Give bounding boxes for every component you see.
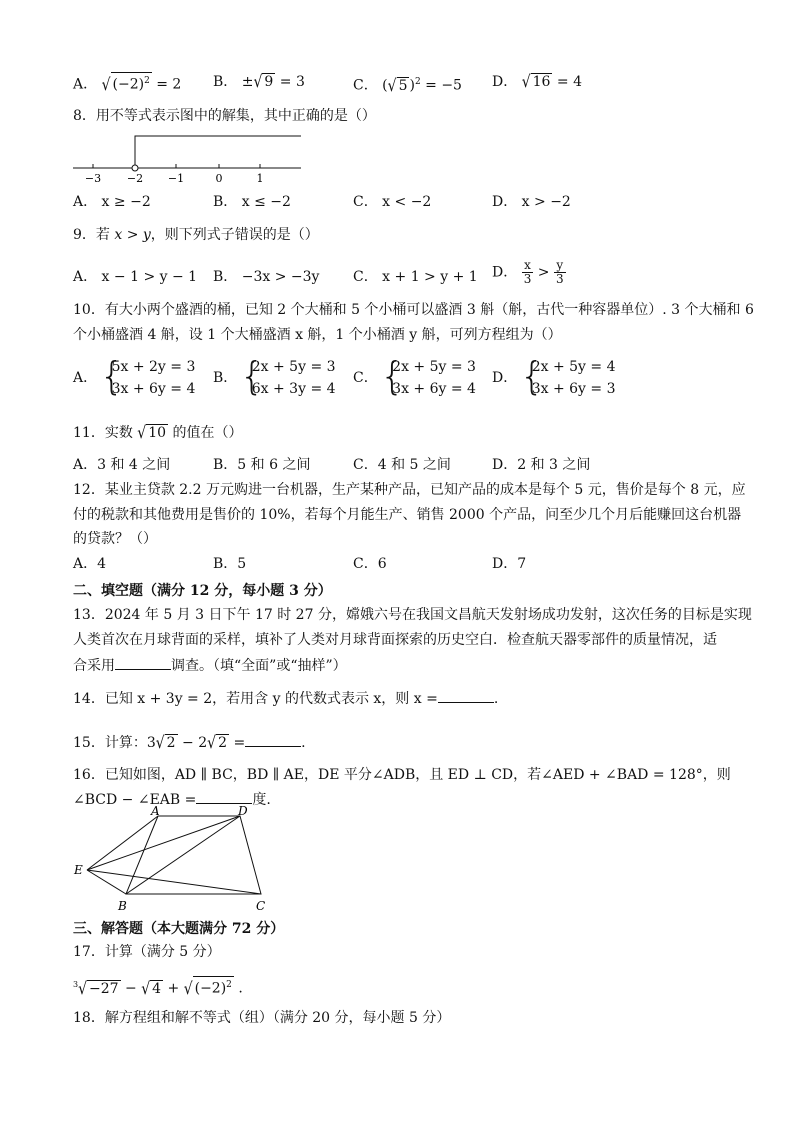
q11-option-c: C．4 和 5 之间 — [353, 457, 451, 473]
q12-option-a: A．4 — [73, 556, 107, 572]
q15-text: 15．计算：3√ 2 − 2√ 2 = . — [73, 733, 306, 753]
q10-option-a: A． { 5x + 2y = 3 3x + 6y = 4 — [73, 356, 195, 400]
q11-text: 11．实数 √ 10 的值在（） — [73, 423, 243, 443]
q10-line1: 10．有大小两个盛酒的桶，已知 2 个大桶和 5 个小桶可以盛酒 3 斛（斛，古代一种容器单位）. 3 个大桶和 6 — [73, 302, 754, 318]
q17-expression: $^3$√ −27 − √ 4 + √ $(-2)^2$ . — [73, 975, 243, 999]
tick-label: −3 — [84, 172, 102, 185]
q9-text: 9．若 x > y，则下列式子错误的是（） — [73, 227, 319, 243]
q16-line1: 16．已知如图，AD ∥ BC，BD ∥ AE，DE 平分∠ADB，且 ED ⊥ CD，若∠AED + ∠BAD = 128°，则 — [73, 767, 731, 783]
tick-label: 0 — [215, 172, 223, 185]
q8-option-b: B． x ≤ −2 — [213, 194, 291, 210]
label-a: A — [151, 806, 160, 818]
q8-option-d: D． x > −2 — [492, 194, 571, 210]
tick-label: −1 — [167, 172, 185, 185]
fraction-x-over-3: $\frac{x}{3}$ — [523, 258, 532, 286]
q13-line2: 人类首次在月球背面的采样，填补了人类对月球背面探索的历史空白．检查航天器零部件的质量情况，适 — [73, 632, 717, 648]
tick-label: 1 — [256, 172, 264, 185]
section-heading-fill-in: 二、填空题（满分 12 分，每小题 3 分） — [73, 583, 332, 599]
geometry-figure — [72, 806, 272, 914]
q9-option-d: D． $\frac{x}{3}$ > $\frac{y}{3}$ — [492, 258, 564, 286]
q12-option-d: D．7 — [492, 556, 527, 572]
q12-option-c: C．6 — [353, 556, 387, 572]
q10-option-d: D． { 2x + 5y = 4 3x + 6y = 3 — [492, 356, 615, 400]
q8-option-c: C． x < −2 — [353, 194, 432, 210]
answer-blank[interactable] — [115, 655, 171, 670]
q11-option-b: B．5 和 6 之间 — [213, 457, 311, 473]
q8-text: 8．用不等式表示图中的解集，其中正确的是（） — [73, 108, 376, 124]
q7-option-a: A． √ $(-2)^2 = 2$ — [73, 72, 181, 95]
q12-line2: 付的税款和其他费用是售价的 10%，若每个月能生产、销售 2000 个产品，问至少几个月后能赚回这台机器 — [73, 507, 742, 523]
label-c: C — [256, 899, 266, 913]
q12-option-b: B．5 — [213, 556, 247, 572]
q12-line3: 的贷款？（） — [73, 531, 157, 547]
q13-line3: 合采用 调查。（填“全面”或“抽样”） — [73, 655, 347, 676]
q11-option-d: D．2 和 3 之间 — [492, 457, 591, 473]
label-b: B — [118, 899, 127, 913]
q8-option-a: A． x ≥ −2 — [73, 194, 151, 210]
equation-system: { 2x + 5y = 3 3x + 6y = 4 — [382, 356, 476, 400]
q17-title: 17．计算（满分 5 分） — [73, 944, 221, 960]
q13-line1: 13．2024 年 5 月 3 日下午 17 时 27 分，嫦娥六号在我国文昌航天发射场成功发射，这次任务的目标是实现 — [73, 607, 752, 623]
open-point-marker — [132, 165, 138, 171]
segment-eb — [87, 870, 126, 894]
answer-blank[interactable] — [245, 732, 301, 747]
equation-system: { 2x + 5y = 3 6x + 3y = 4 — [242, 356, 336, 400]
answer-blank[interactable] — [438, 688, 494, 703]
q11-option-a: A．3 和 4 之间 — [73, 457, 171, 473]
q14-text: 14．已知 x + 3y = 2，若用含 y 的代数式表示 x，则 x = . — [73, 688, 498, 709]
q7-option-b: B． ±√ 9 = 3 — [213, 72, 305, 92]
q18-title: 18．解方程组和解不等式（组）（满分 20 分，每小题 5 分） — [73, 1010, 451, 1026]
label-d: D — [238, 806, 248, 818]
q9-option-c: C． x + 1 > y + 1 — [353, 269, 478, 285]
equation-system: { 5x + 2y = 3 3x + 6y = 4 — [102, 356, 196, 400]
solution-bracket — [135, 136, 301, 167]
q9-option-a: A． x − 1 > y − 1 — [73, 269, 198, 285]
q10-option-b: B． { 2x + 5y = 3 6x + 3y = 4 — [213, 356, 336, 400]
answer-blank[interactable] — [196, 789, 252, 804]
q10-option-c: C． { 2x + 5y = 3 3x + 6y = 4 — [353, 356, 476, 400]
segment-ed — [87, 816, 240, 870]
q12-line1: 12．某业主贷款 2.2 万元购进一台机器，生产某种产品，已知产品的成本是每个 5 元，售价是每个 8 元，应 — [73, 482, 746, 498]
q16-line2: ∠BCD − ∠EAB = 度. — [73, 789, 271, 810]
segment-ec — [87, 870, 261, 894]
number-line-figure — [73, 130, 313, 186]
tick-label: −2 — [126, 172, 144, 185]
section-heading-solutions: 三、解答题（本大题满分 72 分） — [73, 921, 285, 937]
fraction-y-over-3: $\frac{y}{3}$ — [555, 258, 564, 286]
label-e: E — [74, 863, 83, 877]
q9-option-b: B． −3x > −3y — [213, 269, 320, 285]
quadrilateral-abcd — [126, 816, 261, 894]
equation-system: { 2x + 5y = 4 3x + 6y = 3 — [522, 356, 616, 400]
q10-line2: 个小桶盛酒 4 斛，设 1 个大桶盛酒 x 斛，1 个小桶酒 y 斛，可列方程组为（） — [73, 327, 562, 343]
q7-option-d: D． √ 16 = 4 — [492, 72, 582, 92]
q7-option-c: C． (√ 5 )$^2$ = −5 — [353, 76, 462, 96]
